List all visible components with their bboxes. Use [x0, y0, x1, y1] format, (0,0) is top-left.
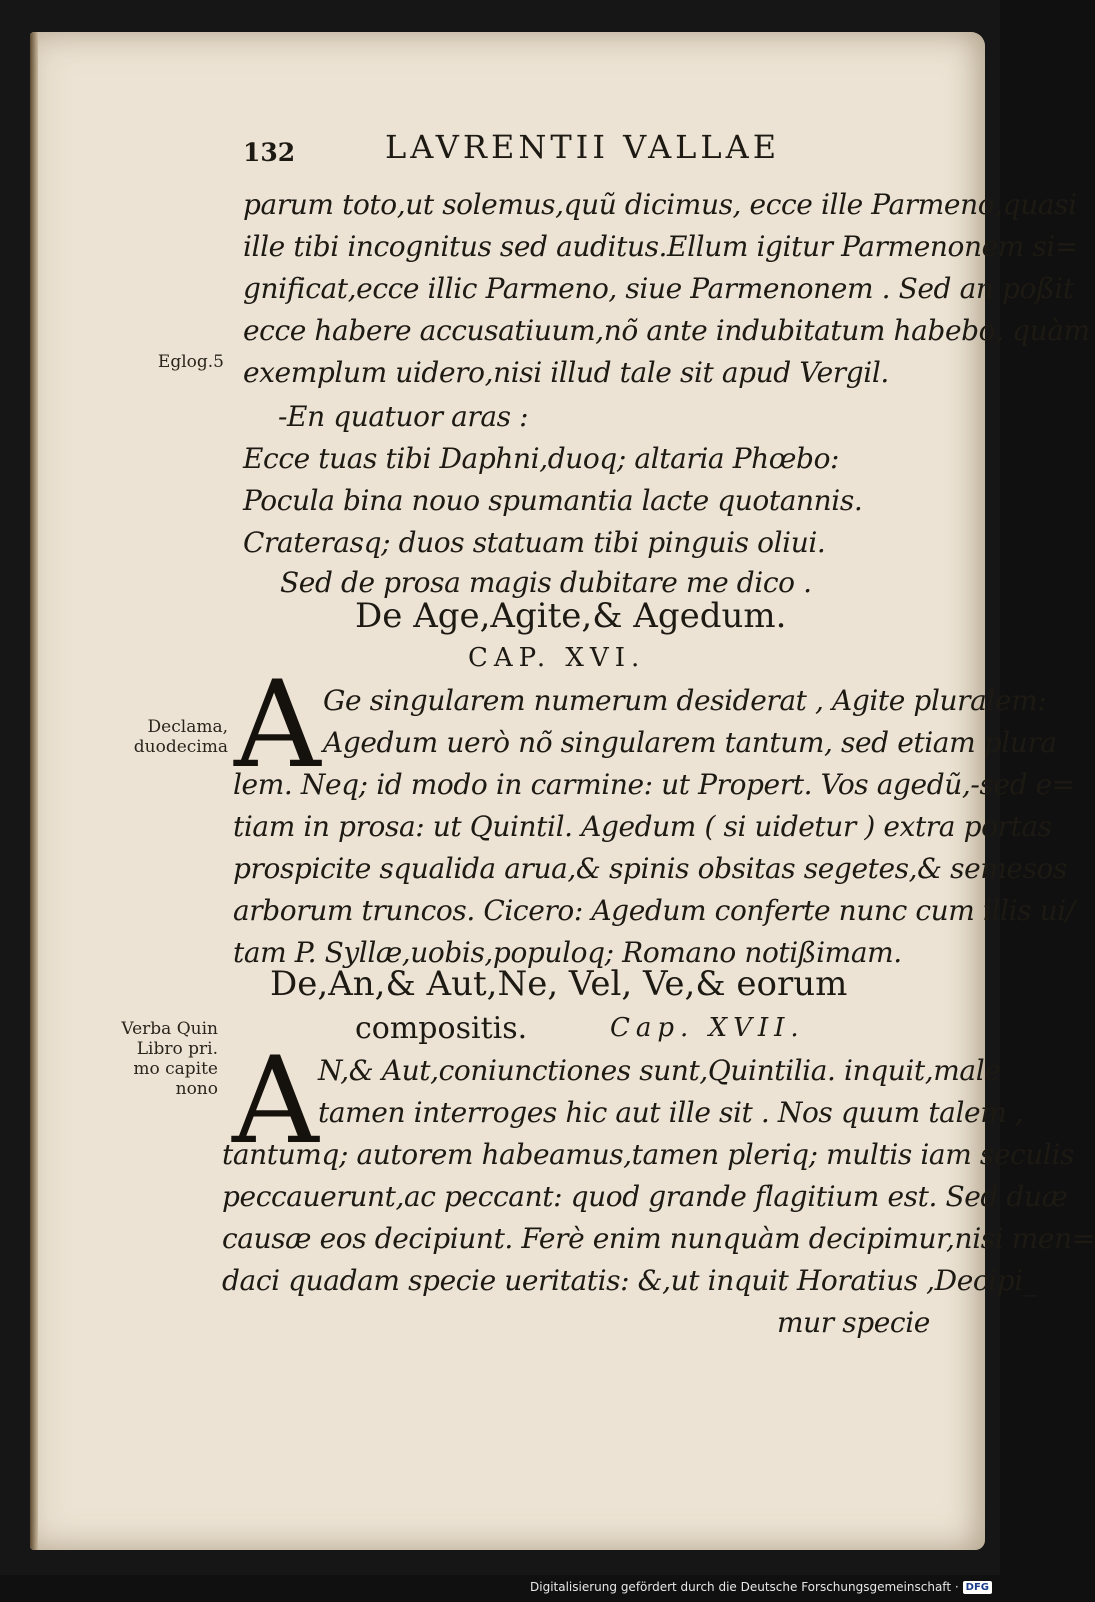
drop-cap-initial: A: [234, 656, 321, 795]
digitization-credit: [530, 1580, 992, 1594]
page-binding-edge: [30, 32, 38, 1550]
running-title: LAVRENTII VALLAE: [385, 128, 781, 166]
verse-line: Ecce tuas tibi Daphni,duoq; altaria Phœbo:: [243, 442, 840, 475]
margin-note-line: Libro pri.: [136, 1039, 218, 1059]
text-line: tam P. Syllæ,uobis,populoq; Romano notißimam.: [233, 936, 902, 969]
margin-note-verba: [86, 1019, 218, 1099]
chapter-number: CAP. XVI.: [468, 643, 646, 673]
verse-line: -En quatuor aras :: [278, 400, 529, 433]
text-line: prospicite squalida arua,& spinis obsitas segetes,& semesos: [233, 852, 1067, 885]
text-line: tantumq; autorem habeamus,tamen pleriq; multis iam seculis: [222, 1138, 1074, 1171]
credit-text: Digitalisierung gefördert durch die Deutsche Forschungsgemeinschaft ·: [530, 1580, 959, 1594]
text-line: lem. Neq; id modo in carmine: ut Propert. Vos agedũ,-sed e=: [233, 768, 1075, 801]
verse-line: Craterasq; duos statuam tibi pinguis oliui.: [243, 526, 826, 559]
margin-note-eglog: [142, 352, 224, 372]
text-line: causæ eos decipiunt. Ferè enim nunquàm decipimur,nisi men=: [222, 1222, 1095, 1255]
text-line: exemplum uidero,nisi illud tale sit apud Vergil.: [243, 356, 889, 389]
text-line: peccauerunt,ac peccant: quod grande flagitium est. Sed duæ: [222, 1180, 1068, 1213]
text-line: Ge singularem numerum desiderat , Agite pluralem:: [323, 684, 1047, 717]
text-line: N,& Aut,coniunctiones sunt,Quintilia. inquit,male: [318, 1054, 1001, 1087]
text-line: Agedum uerò nõ singularem tantum, sed etiam plura: [323, 726, 1057, 759]
margin-note-line: duodecima: [133, 737, 228, 757]
text-line: ille tibi incognitus sed auditus.Ellum igitur Parmenonem si=: [243, 230, 1078, 263]
catchword: mur specie: [777, 1306, 930, 1339]
chapter-heading: De Age,Agite,& Agedum.: [355, 596, 787, 636]
verse-line: Pocula bina nouo spumantia lacte quotannis.: [243, 484, 863, 517]
text-line: Sed de prosa magis dubitare me dico .: [280, 566, 812, 599]
page-number: 132: [243, 138, 296, 167]
chapter-number: Cap. XVII.: [610, 1013, 805, 1043]
text-line: tiam in prosa: ut Quintil. Agedum ( si uidetur ) extra portas: [233, 810, 1052, 843]
text-line: ecce habere accusatiuum,nõ ante indubitatum habebo, quàm: [243, 314, 1090, 347]
text-line: daci quadam specie ueritatis: &,ut inquit Horatius ,Decipi_: [222, 1264, 1037, 1297]
margin-note-line: Eglog.5: [157, 352, 224, 372]
margin-note-line: Declama,: [147, 717, 228, 737]
chapter-heading-cont: compositis.: [355, 1011, 528, 1046]
text-line: parum toto,ut solemus,quũ dicimus, ecce ille Parmeno,quasi: [243, 188, 1077, 221]
text-line: tamen interroges hic aut ille sit . Nos quum talem ,: [318, 1096, 1024, 1129]
margin-note-line: Verba Quin: [121, 1019, 218, 1039]
text-line: gnificat,ecce illic Parmeno, siue Parmenonem . Sed an poßit: [243, 272, 1074, 305]
text-line: arborum truncos. Cicero: Agedum conferte nunc cum illis ui/: [233, 894, 1075, 927]
margin-note-line: mo capite: [133, 1059, 218, 1079]
dfg-logo: DFG: [963, 1581, 992, 1594]
margin-note-declamation: [108, 717, 228, 757]
drop-cap-initial: A: [232, 1032, 319, 1171]
chapter-heading: De,An,& Aut,Ne, Vel, Ve,& eorum: [270, 964, 848, 1004]
margin-note-line: nono: [175, 1079, 218, 1099]
